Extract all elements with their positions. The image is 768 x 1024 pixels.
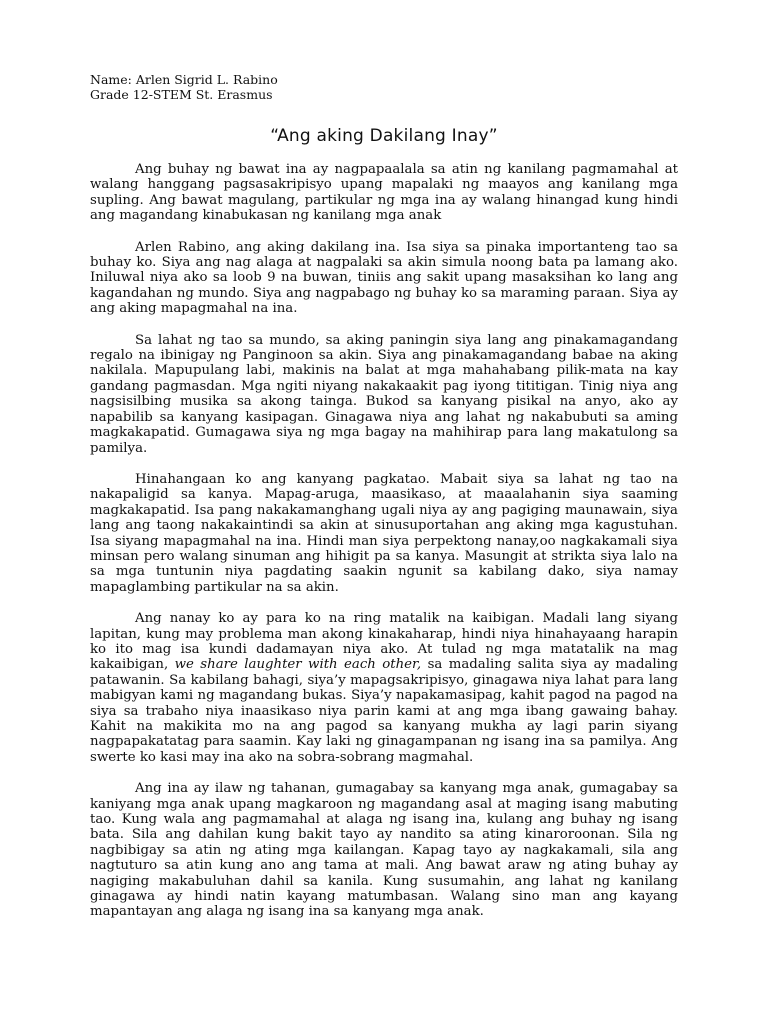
- paragraph-friend-text-end: sa madaling salita siya ay madaling patawanin. Sa kabilang bahagi, siya’y mapagsakripisyo, ginagawa niya lahat para lang mabigyan kami ng magandang bukas. Siya’y napakamasipag, kahit pagod na pagod na siya sa trabaho niya inaasikaso niya parin kami at ang mga ibang gawaing bahay. Kahit na makikita mo na ang pagod sa kanyang mukha ay lagi parin siyang nagpapakatatag para saamin. Kay laki ng ginagampanan ng isang ina sa pamilya. Ang swerte ko kasi may ina ako na sobra-sobrang magmahal.: [90, 657, 678, 765]
- student-info: [90, 72, 278, 102]
- paragraph-friend: [90, 611, 678, 765]
- paragraph-mother-intro: Arlen Rabino, ang aking dakilang ina. Isa siya sa pinaka importanteng tao sa buhay ko. Siya ang nag alaga at nagpalaki sa akin simula noong bata pa lamang ako. Iniluwal niya ako sa loob 9 na buwan, tiniis ang sakit upang masaksihan ko lang ang kagandahan ng mundo. Siya ang nagpabago ng buhay ko sa maraming paraan. Siya ay ang aking mapagmahal na ina.: [90, 239, 678, 317]
- paragraph-intro: Ang buhay ng bawat ina ay nagpapaalala sa atin ng kanilang pagmamahal at walang hanggang pagsasakripisyo upang mapalaki ng maayos ang kanilang mga supling. Ang bawat magulang, partikular ng mga ina ay walang hinangad kung hindi ang magandang kinabukasan ng kanilang mga anak: [90, 162, 678, 224]
- paragraph-conclusion: Ang ina ay ilaw ng tahanan, gumagabay sa kanyang mga anak, gumagabay sa kaniyang mga anak upang magkaroon ng magandang asal at maging isang mabuting tao. Kung wala ang pagmamahal at alaga ng isang ina, kulang ang buhay ng isang bata. Sila ang dahilan kung bakit tayo ay nandito sa ating kinaroroonan. Sila ng nagbibigay sa atin ng ating mga kailangan. Kapag tayo ay nagkakamali, sila ang nagtuturo sa atin kung ano ang tama at mali. Ang bawat araw ng ating buhay ay nagiging makabuluhan dahil sa kanila. Kung susumahin, ang lahat ng kanilang ginagawa ay hindi natin kayang matumbasan. Walang sino man ang kayang mapantayan ang alaga ng isang ina sa kanyang mga anak.: [90, 781, 678, 920]
- paragraph-beauty: Sa lahat ng tao sa mundo, sa aking paningin siya lang ang pinakamagandang regalo na ibinigay ng Panginoon sa akin. Siya ang pinakamagandang babae na aking nakilala. Mapupulang labi, makinis na balat at mga mahahabang pilik-mata na kay gandang pagmasdan. Mga ngiti niyang nakakaakit pag iyong tititigan. Tinig niya ang nagsisilbing musika sa akong tainga. Bukod sa kanyang pisikal na anyo, ako ay napabilib sa kanyang kasipagan. Ginagawa niya ang lahat ng nakabubuti sa aming magkakapatid. Gumagawa siya ng mga bagay na mahihirap para lang makatulong sa pamilya.: [90, 332, 678, 456]
- paragraph-friend-text-start: Ang nanay ko ay para ko na ring matalik na kaibigan. Madali lang siyang lapitan, kung may problema man akong kinakaharap, hindi niya hinahayaang harapin ko ito mag isa kundi dadamayan niya ako. At tulad ng mga matatalik na mag kakaibigan,: [90, 611, 678, 673]
- paragraph-friend-italic-phrase: we share laughter with each other,: [174, 657, 422, 673]
- essay-title: “Ang aking Dakilang Inay”: [270, 126, 498, 146]
- student-name: Name: Arlen Sigrid L. Rabino: [90, 72, 278, 87]
- paragraph-character: Hinahangaan ko ang kanyang pagkatao. Mabait siya sa lahat ng tao na nakapaligid sa kanya. Mapag-aruga, maasikaso, at maaalahanin siya saaming magkakapatid. Isa pang nakakamanghang ugali niya ay ang pagiging maunawain, siya lang ang taong nakakaintindi sa akin at sinusuportahan ang aking mga kagustuhan. Isa siyang mapagmahal na ina. Hindi man siya perpektong nanay,oo nagkakamali siya minsan pero walang sinuman ang hihigit pa sa kanya. Masungit at strikta siya lalo na sa mga tuntunin niya pagdating saakin ngunit sa kabilang dako, siya namay mapaglambing partikular na sa akin.: [90, 471, 678, 595]
- essay-body: [90, 162, 678, 936]
- student-grade-section: Grade 12-STEM St. Erasmus: [90, 87, 273, 102]
